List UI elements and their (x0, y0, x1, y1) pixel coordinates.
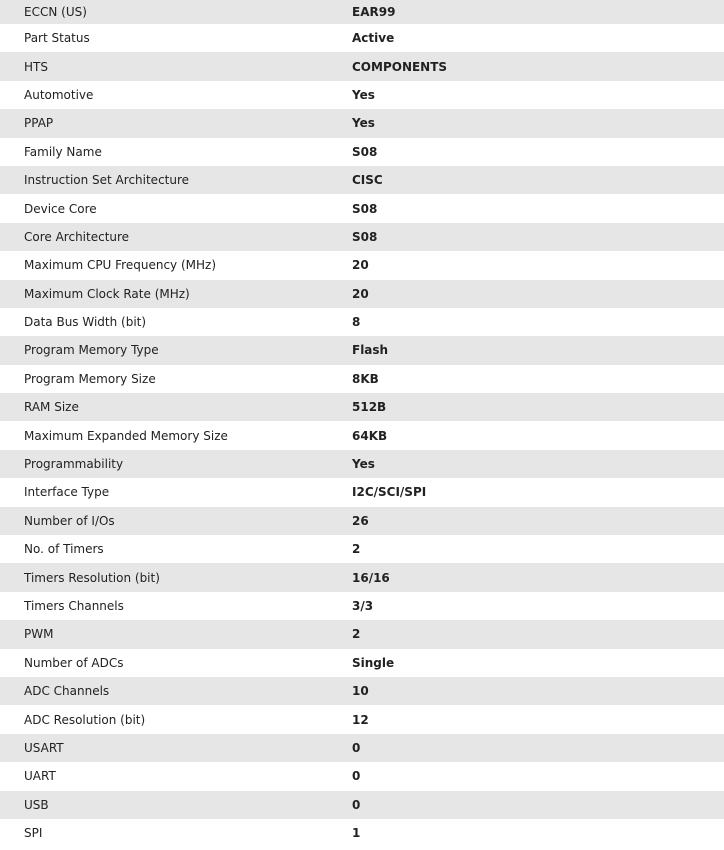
spec-value: Single (352, 655, 395, 670)
spec-row-core-architecture (0, 223, 724, 251)
spec-row-instruction-set-architecture (0, 166, 724, 194)
spec-label: Maximum Clock Rate (MHz) (24, 286, 190, 301)
spec-label: Core Architecture (24, 229, 130, 244)
spec-value: 3/3 (352, 599, 374, 613)
spec-value: 2 (352, 542, 361, 557)
spec-label: PWM (24, 627, 54, 642)
spec-value: 2 (352, 627, 361, 642)
spec-row-program-memory-type (0, 336, 724, 364)
spec-row-program-memory-size (0, 365, 724, 393)
spec-value: 26 (352, 513, 369, 528)
spec-value: S08 (352, 229, 378, 244)
spec-label: UART (24, 769, 56, 784)
spec-value: I2C/SCI/SPI (352, 485, 427, 500)
spec-value: 512B (352, 400, 387, 415)
spec-label: Family Name (24, 144, 102, 159)
spec-label: ECCN (US) (24, 5, 87, 19)
spec-row-automotive (0, 81, 724, 109)
spec-label: Interface Type (24, 485, 110, 500)
spec-value: 10 (352, 684, 369, 699)
spec-row-adc-channels (0, 677, 724, 705)
spec-value: 8KB (352, 371, 379, 386)
spec-row-uart (0, 762, 724, 790)
spec-row-adc-resolution (0, 705, 724, 733)
spec-value: 16/16 (352, 570, 390, 585)
spec-label: Programmability (24, 457, 124, 472)
spec-value: S08 (352, 144, 378, 159)
spec-row-spi (0, 819, 724, 847)
spec-row-number-of-ios (0, 507, 724, 535)
spec-label: Part Status (24, 31, 90, 46)
spec-value: Flash (352, 343, 389, 358)
spec-label: Maximum Expanded Memory Size (24, 428, 228, 443)
spec-row-no-of-timers (0, 535, 724, 563)
spec-label: Timers Channels (24, 599, 124, 613)
spec-value: 64KB (352, 428, 388, 443)
spec-row-device-core (0, 194, 724, 222)
spec-row-pwm (0, 620, 724, 648)
spec-row-part-status (0, 24, 724, 52)
spec-row-data-bus-width (0, 308, 724, 336)
spec-row-timers-channels (0, 592, 724, 620)
spec-label: USB (24, 797, 49, 812)
spec-row-interface-type (0, 478, 724, 506)
spec-row-max-clock-rate (0, 280, 724, 308)
spec-value: 20 (352, 258, 369, 273)
spec-value: 0 (352, 769, 361, 784)
spec-row-usart (0, 734, 724, 762)
spec-label: Program Memory Size (24, 371, 156, 386)
spec-row-eccn (0, 0, 724, 24)
spec-row-max-cpu-frequency (0, 251, 724, 279)
spec-value: 1 (352, 826, 361, 841)
spec-row-timers-resolution (0, 563, 724, 591)
spec-label: SPI (24, 826, 43, 841)
spec-label: Automotive (24, 87, 94, 102)
spec-value: 0 (352, 740, 361, 755)
spec-value: Yes (352, 457, 375, 472)
spec-label: Program Memory Type (24, 343, 159, 358)
spec-row-hts (0, 52, 724, 80)
spec-value: 20 (352, 286, 369, 301)
spec-value: 8 (352, 315, 361, 330)
spec-value: S08 (352, 201, 378, 216)
spec-row-ram-size (0, 393, 724, 421)
spec-label: Number of I/Os (24, 513, 115, 528)
spec-row-programmability (0, 450, 724, 478)
spec-value: 12 (352, 712, 369, 727)
spec-value: Yes (352, 87, 375, 102)
spec-label: Data Bus Width (bit) (24, 315, 147, 330)
spec-value: Active (352, 31, 395, 46)
spec-value: 0 (352, 797, 361, 812)
spec-label: RAM Size (24, 400, 79, 415)
spec-value: COMPONENTS (352, 59, 448, 74)
spec-label: Number of ADCs (24, 655, 124, 670)
spec-row-usb (0, 791, 724, 819)
spec-label: ADC Channels (24, 684, 110, 699)
spec-value: Yes (352, 116, 375, 131)
spec-label: Timers Resolution (bit) (24, 570, 160, 585)
spec-row-ppap (0, 109, 724, 137)
spec-row-family-name (0, 138, 724, 166)
spec-label: HTS (24, 59, 48, 74)
spec-value: EAR99 (352, 5, 396, 19)
spec-label: Device Core (24, 201, 97, 216)
spec-value: CISC (352, 173, 383, 188)
spec-label: PPAP (24, 116, 54, 131)
spec-label: USART (24, 740, 64, 755)
spec-label: Maximum CPU Frequency (MHz) (24, 258, 216, 273)
spec-label: ADC Resolution (bit) (24, 712, 146, 727)
spec-row-number-of-adcs (0, 649, 724, 677)
spec-label: No. of Timers (24, 542, 104, 557)
spec-label: Instruction Set Architecture (24, 173, 190, 188)
spec-row-max-expanded-memory-size (0, 421, 724, 449)
